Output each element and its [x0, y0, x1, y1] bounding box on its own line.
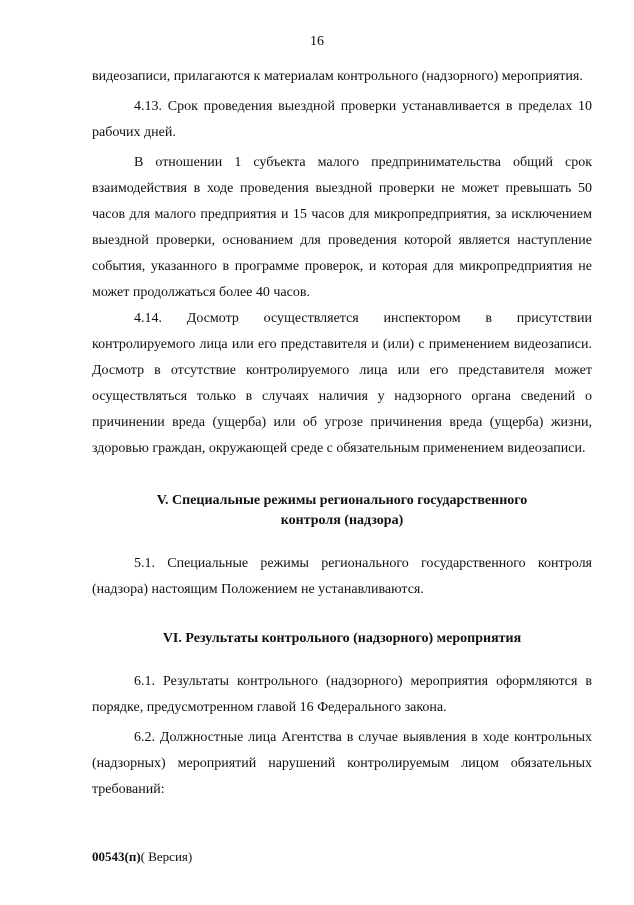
paragraph-4-14: 4.14. Досмотр осуществляется инспектором в присутствии контролируемого лица или его представителя и (или) с применением видеозаписи. Досмотр в отсутствие контролируемого лица или его представителя может осуществляться только в случаях наличия у надзорного органа сведений о причинении вреда (ущерба) или об угрозе причинения вреда (ущерба) жизни, здоровью граждан, окружающей среде с обязательным применением видеозаписи. — [92, 311, 592, 456]
document-footer — [92, 849, 192, 865]
page-number: 16 — [310, 34, 324, 49]
section-5-heading-line-2: контроля (надзора) — [280, 513, 404, 528]
paragraph-5-1: 5.1. Специальные режимы регионального государственного контроля (надзора) настоящим Положением не устанавливаются. — [92, 556, 592, 597]
section-5-heading — [92, 491, 592, 531]
paragraph-6-2: 6.2. Должностные лица Агентства в случае выявления в ходе контрольных (надзорных) мероприятий нарушений контролируемым лицом обязательных требований: — [92, 730, 592, 797]
document-version: ( Версия) — [140, 849, 193, 864]
paragraph-continuation: видеозаписи, прилагаются к материалам контрольного (надзорного) мероприятия. — [92, 69, 583, 84]
paragraph-small-business: В отношении 1 субъекта малого предпринимательства общий срок взаимодействия в ходе проведения выездной проверки не может превышать 50 часов для малого предприятия и 15 часов для микропредприятия, за исключением выездной проверки, основанием для проведения которой является наступление события, указанного в программе проверок, и которая для микропредприятия не может продолжаться более 40 часов. — [92, 155, 592, 300]
paragraph-6-1: 6.1. Результаты контрольного (надзорного) мероприятия оформляются в порядке, предусмотренном главой 16 Федерального закона. — [92, 674, 592, 715]
section-6-heading: VI. Результаты контрольного (надзорного) мероприятия — [162, 631, 522, 646]
document-body — [92, 64, 592, 803]
paragraph-4-13: 4.13. Срок проведения выездной проверки устанавливается в пределах 10 рабочих дней. — [92, 99, 592, 140]
section-5-heading-line-1: V. Специальные режимы регионального государственного — [156, 493, 528, 508]
document-code: 00543(п) — [92, 849, 141, 864]
